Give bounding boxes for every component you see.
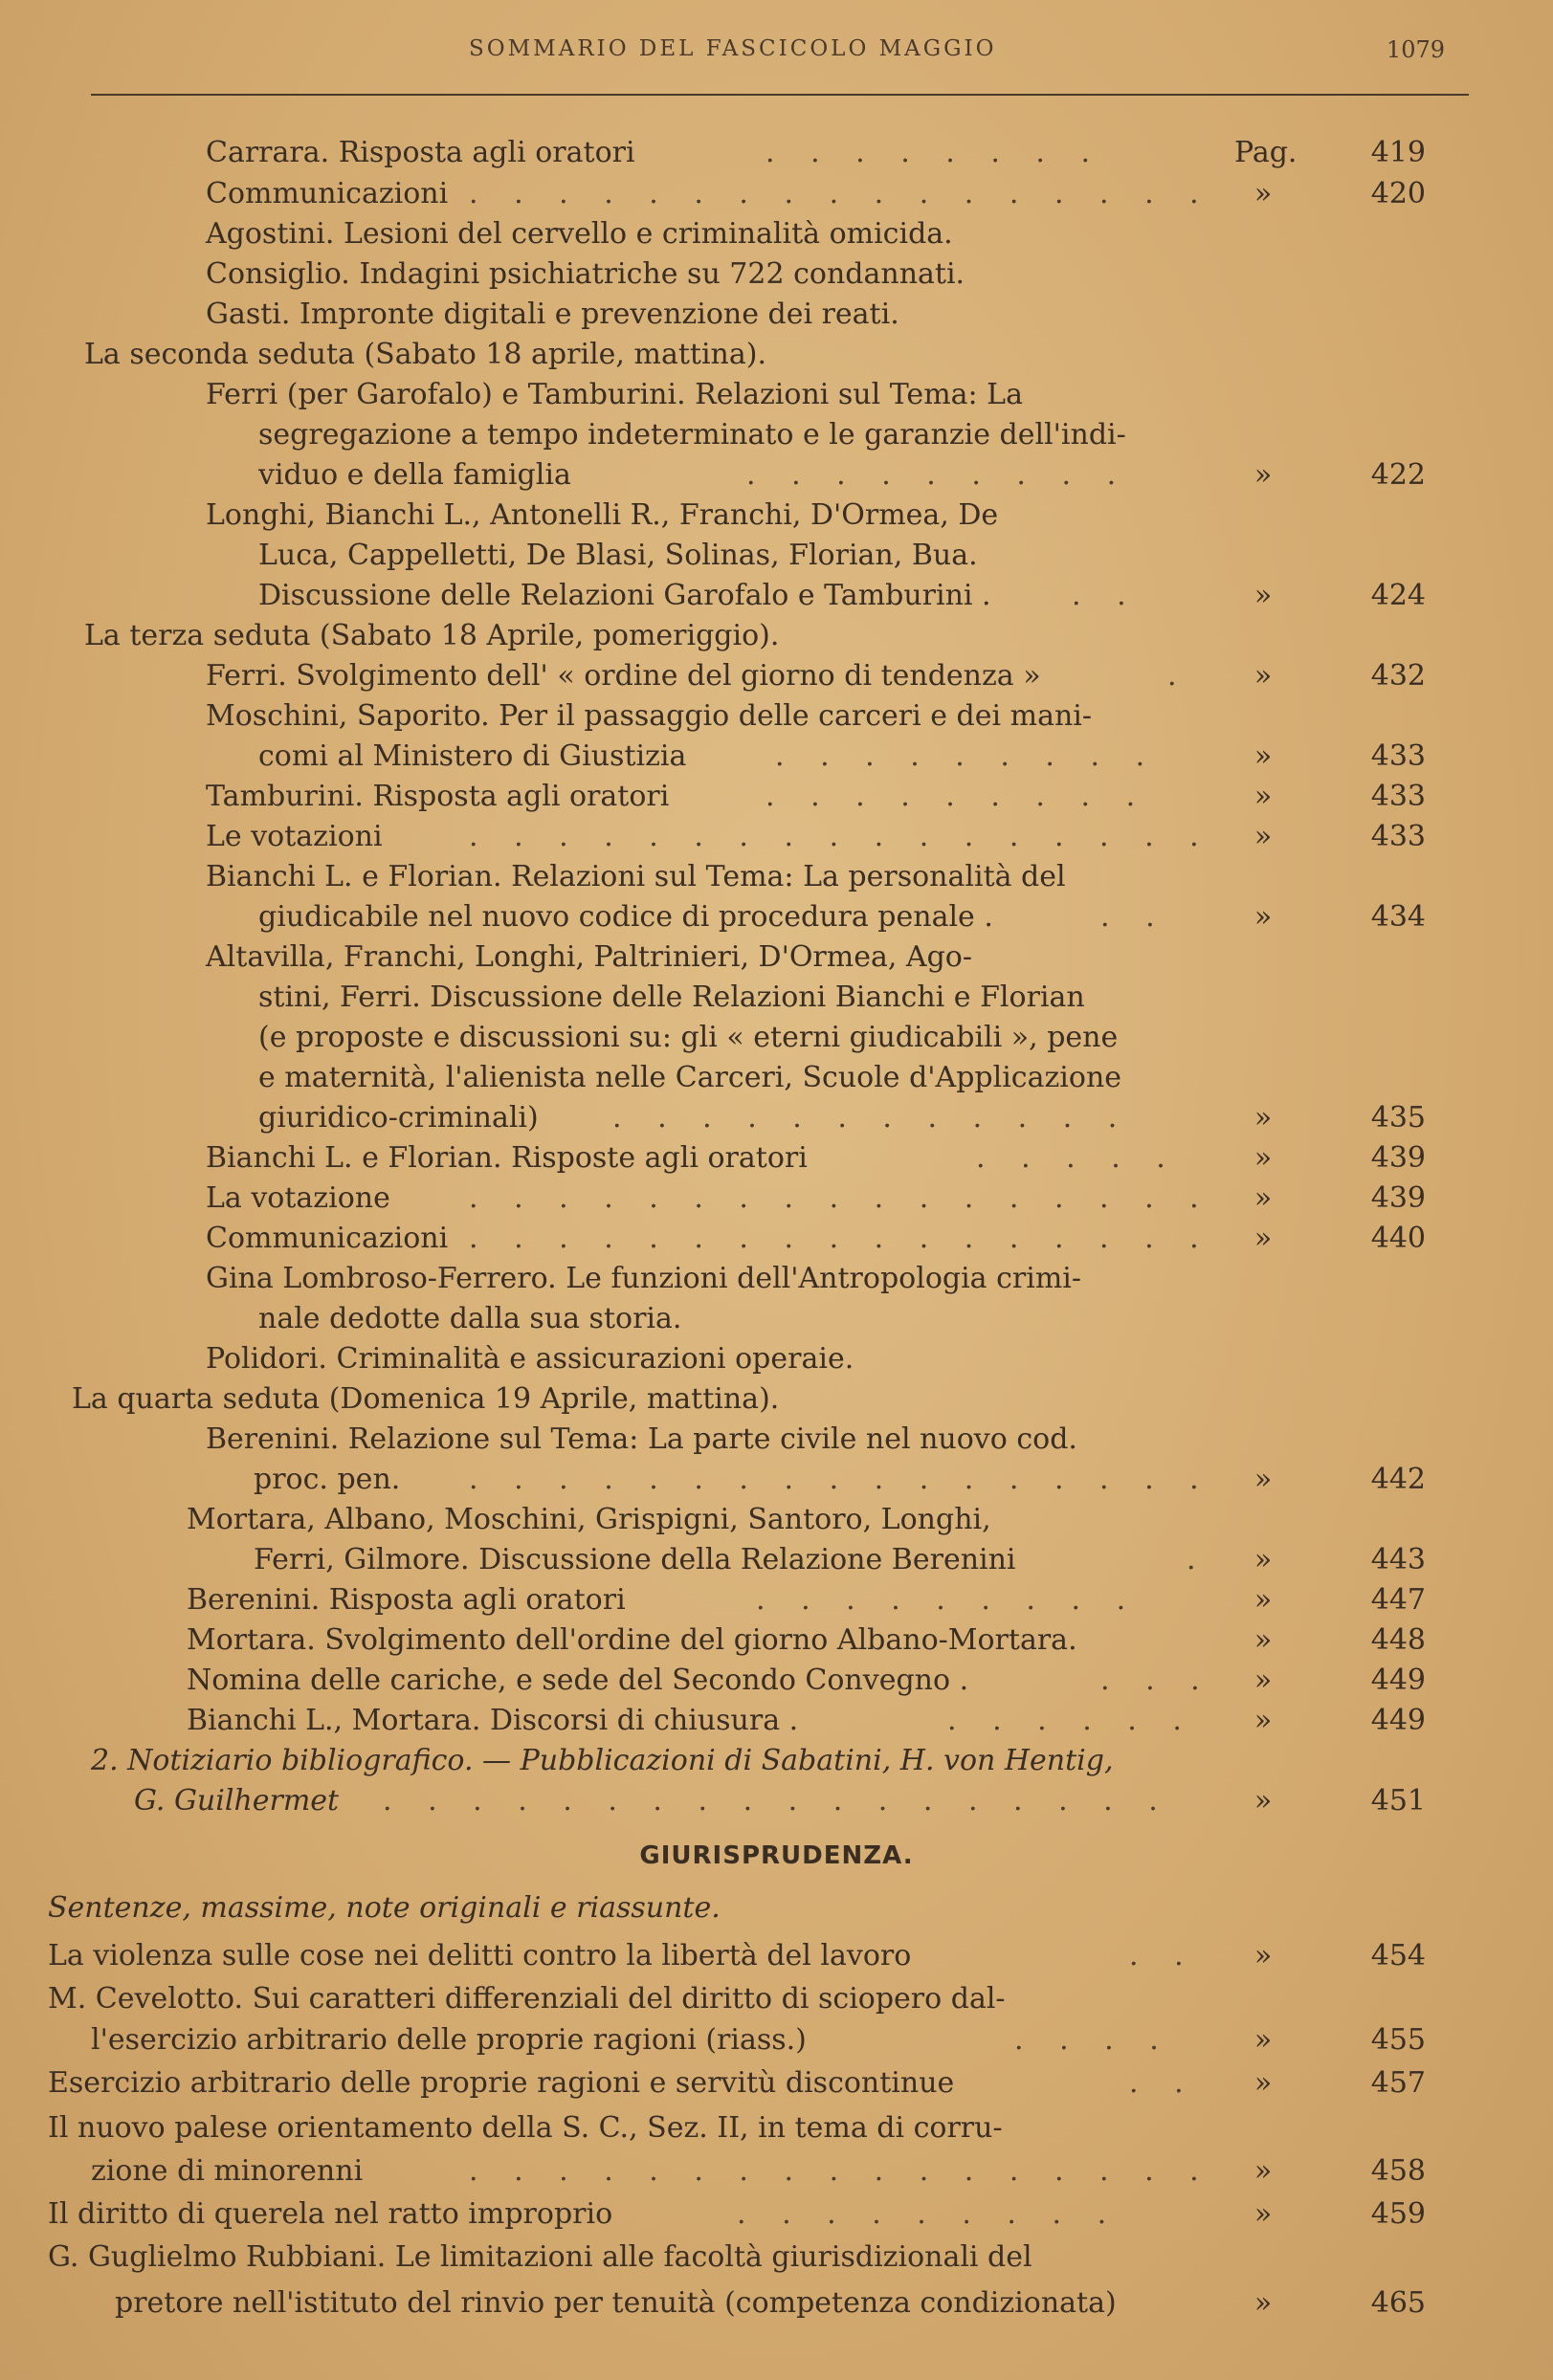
leader-dots: . . <box>1072 579 1140 612</box>
toc-entry <box>0 697 1553 736</box>
toc-entry <box>0 1742 1553 1780</box>
page-number: 1079 <box>1386 36 1445 63</box>
entry-text: giudicabile nel nuovo codice di procedura penale . <box>258 900 993 934</box>
entry-ref: » <box>1253 1939 1273 1972</box>
entry-page: 442 <box>1370 1463 1426 1496</box>
leader-dots: . . <box>1100 900 1168 934</box>
entry-text: Sentenze, massime, note originali e riassunte. <box>48 1891 721 1925</box>
entry-text: Tamburini. Risposta agli oratori <box>206 780 670 813</box>
entry-text: La quarta seduta (Domenica 19 Aprile, mattina). <box>72 1382 780 1416</box>
entry-text: Nomina delle cariche, e sede del Secondo Convegno . <box>187 1664 969 1697</box>
leader-dots: . . . . . . . . . . . . <box>612 1101 1131 1135</box>
toc-entry <box>0 1782 1553 1820</box>
running-title: SOMMARIO DEL FASCICOLO MAGGIO <box>469 36 997 61</box>
leader-dots: . . . . . . . . . <box>756 1583 1140 1617</box>
entry-ref: » <box>1253 1543 1273 1576</box>
toc-entry <box>0 1702 1553 1740</box>
leader-dots: . . . <box>1100 1664 1213 1697</box>
entry-text: La terza seduta (Sabato 18 Aprile, pomeriggio). <box>84 619 780 652</box>
entry-text: 2. Notiziario bibliografico. — Pubblicazioni di Sabatini, H. von Hentig, <box>91 1744 1114 1777</box>
toc-entry <box>0 456 1553 495</box>
entry-page: 433 <box>1370 820 1426 853</box>
leader-dots: . . . . . . . . . <box>765 780 1149 813</box>
entry-ref: » <box>1253 1463 1273 1496</box>
entry-ref: » <box>1253 2197 1273 2231</box>
entry-ref: » <box>1253 177 1273 210</box>
entry-text: l'esercizio arbitrario delle proprie ragioni (riass.) <box>91 2023 807 2057</box>
toc-entry <box>0 215 1553 253</box>
entry-text: Luca, Cappelletti, De Blasi, Solinas, Florian, Bua. <box>258 539 978 572</box>
leader-dots: . . . . . <box>976 1141 1179 1175</box>
entry-page: 432 <box>1370 659 1426 693</box>
entry-text: proc. pen. <box>254 1463 401 1496</box>
entry-page: 433 <box>1370 780 1426 813</box>
leader-dots: . . . . . . . . . . . . . . . . . <box>469 1181 1212 1215</box>
leader-dots: . . . . . . . . . . . . . . . . . <box>469 820 1212 853</box>
entry-text: Ferri (per Garofalo) e Tamburini. Relazioni sul Tema: La <box>206 378 1023 411</box>
toc-entry <box>0 1581 1553 1620</box>
toc-entry <box>0 979 1553 1017</box>
toc-entry <box>0 1019 1553 1057</box>
leader-dots: . . . . . . <box>947 1704 1195 1737</box>
entry-text: Ferri. Svolgimento dell' « ordine del giorno di tendenza » <box>206 659 1041 693</box>
entry-page: 420 <box>1370 177 1426 210</box>
entry-text: Bianchi L., Mortara. Discorsi di chiusura . <box>187 1704 799 1737</box>
entry-page: 434 <box>1370 900 1426 934</box>
entry-text: zione di minorenni <box>91 2154 364 2188</box>
leader-dots: . . <box>1129 1939 1197 1972</box>
leader-dots: . <box>1167 659 1190 693</box>
toc-entry <box>0 1541 1553 1579</box>
leader-dots: . . . . . . . . . . . . . . . . . <box>469 1222 1212 1255</box>
entry-text: G. Guglielmo Rubbiani. Le limitazioni alle facoltà giurisdizionali del <box>48 2240 1032 2274</box>
toc-entry <box>0 134 1553 172</box>
entry-text: Berenini. Risposta agli oratori <box>187 1583 626 1617</box>
entry-text: viduo e della famiglia <box>258 458 571 492</box>
entry-ref: » <box>1253 900 1273 934</box>
leader-dots: . <box>1187 1543 1209 1576</box>
entry-page: 443 <box>1370 1543 1426 1576</box>
leader-dots: . . . . . . . . . <box>746 458 1130 492</box>
toc-entry <box>0 778 1553 816</box>
entry-ref: » <box>1253 739 1273 773</box>
toc-entry <box>0 416 1553 454</box>
entry-text: Mortara, Albano, Moschini, Grispigni, Santoro, Longhi, <box>187 1503 991 1536</box>
toc-entry <box>0 376 1553 414</box>
leader-dots: . . . . <box>1014 2023 1172 2057</box>
toc-entry <box>0 1662 1553 1700</box>
entry-ref: Pag. <box>1234 136 1298 169</box>
entry-text: pretore nell'istituto del rinvio per tenuità (competenza condizionata) <box>115 2286 1117 2320</box>
toc-entry <box>0 1340 1553 1378</box>
entry-ref: » <box>1253 1101 1273 1135</box>
entry-text: giuridico-criminali) <box>258 1101 539 1135</box>
entry-text: Carrara. Risposta agli oratori <box>206 136 635 169</box>
entry-text: Ferri, Gilmore. Discussione della Relazione Berenini <box>254 1543 1016 1576</box>
leader-dots: . . . . . . . . . . . . . . . . . <box>469 2154 1212 2188</box>
entry-page: 439 <box>1370 1181 1426 1215</box>
toc-entry <box>0 738 1553 776</box>
entry-text: G. Guilhermet <box>134 1784 340 1818</box>
toc-entry <box>0 1300 1553 1338</box>
toc-entry <box>0 938 1553 977</box>
entry-text: e maternità, l'alienista nelle Carceri, Scuole d'Applicazione <box>258 1061 1122 1094</box>
toc-entry <box>0 1421 1553 1459</box>
leader-dots: . . . . . . . . . <box>775 739 1159 773</box>
toc-entry <box>0 1139 1553 1178</box>
entry-text: La seconda seduta (Sabato 18 aprile, mattina). <box>84 338 766 371</box>
entry-text: Il nuovo palese orientamento della S. C., Sez. II, in tema di corru- <box>48 2111 1003 2145</box>
entry-text: Bianchi L. e Florian. Risposte agli oratori <box>206 1141 808 1175</box>
entry-text: Longhi, Bianchi L., Antonelli R., Franchi, D'Ormea, De <box>206 498 999 532</box>
entry-ref: » <box>1253 1583 1273 1617</box>
entry-text: La violenza sulle cose nei delitti contro la libertà del lavoro <box>48 1939 912 1972</box>
toc-entry <box>0 296 1553 334</box>
toc-entry <box>0 1260 1553 1298</box>
toc-entry <box>0 255 1553 294</box>
toc-entry <box>0 657 1553 695</box>
entry-ref: » <box>1253 820 1273 853</box>
leader-dots: . . . . . . . . <box>765 136 1104 169</box>
entry-ref: » <box>1253 1784 1273 1818</box>
toc-entry <box>0 818 1553 856</box>
leader-dots: . . . . . . . . . . . . . . . . . . <box>383 1784 1171 1818</box>
entry-ref: » <box>1253 1664 1273 1697</box>
entry-ref: » <box>1253 1181 1273 1215</box>
entry-page: 440 <box>1370 1222 1426 1255</box>
entry-text: segregazione a tempo indeterminato e le garanzie dell'indi- <box>258 418 1126 452</box>
entry-text: comi al Ministero di Giustizia <box>258 739 687 773</box>
entry-page: 424 <box>1370 579 1426 612</box>
leader-dots: . . . . . . . . . . . . . . . . . <box>469 177 1212 210</box>
entry-text: La votazione <box>206 1181 390 1215</box>
leader-dots: . . . . . . . . . <box>737 2197 1120 2231</box>
entry-page: 449 <box>1370 1704 1426 1737</box>
entry-text: Berenini. Relazione sul Tema: La parte civile nel nuovo cod. <box>206 1422 1077 1456</box>
entry-ref: » <box>1253 780 1273 813</box>
leader-dots: . . <box>1129 2066 1197 2100</box>
entry-text: Il diritto di querela nel ratto improprio <box>48 2197 613 2231</box>
entry-ref: » <box>1253 2154 1273 2188</box>
toc-entry <box>0 496 1553 535</box>
entry-text: Altavilla, Franchi, Longhi, Paltrinieri, D'Ormea, Ago- <box>206 940 972 974</box>
entry-page: 454 <box>1370 1939 1426 1972</box>
toc-entry <box>0 1099 1553 1137</box>
toc-entry <box>0 1380 1553 1419</box>
entry-text: Bianchi L. e Florian. Relazioni sul Tema: La personalità del <box>206 860 1066 893</box>
entry-ref: » <box>1253 458 1273 492</box>
entry-text: Discussione delle Relazioni Garofalo e Tamburini . <box>258 579 991 612</box>
toc-entry <box>0 1059 1553 1097</box>
entry-text: Communicazioni <box>206 177 449 210</box>
entry-page: 459 <box>1370 2197 1426 2231</box>
entry-page: 465 <box>1370 2286 1426 2320</box>
toc-entry <box>0 858 1553 896</box>
toc-entry <box>0 1621 1553 1660</box>
entry-text: (e proposte e discussioni su: gli « eterni giudicabili », pene <box>258 1021 1119 1054</box>
entry-ref: » <box>1253 579 1273 612</box>
entry-page: 455 <box>1370 2023 1426 2057</box>
entry-text: Gina Lombroso-Ferrero. Le funzioni dell'Antropologia crimi- <box>206 1262 1082 1295</box>
section-heading: GIURISPRUDENZA. <box>639 1841 914 1870</box>
entry-text: Agostini. Lesioni del cervello e criminalità omicida. <box>206 217 953 251</box>
leader-dots: . . . . . . . . . . . . . . . . . <box>469 1463 1212 1496</box>
entry-page: 451 <box>1370 1784 1426 1818</box>
entry-text: Moschini, Saporito. Per il passaggio delle carceri e dei mani- <box>206 699 1093 733</box>
toc-entry <box>0 577 1553 615</box>
entry-ref: » <box>1253 1141 1273 1175</box>
entry-text: Esercizio arbitrario delle proprie ragioni e servitù discontinue <box>48 2066 955 2100</box>
entry-page: 422 <box>1370 458 1426 492</box>
entry-text: nale dedotte dalla sua storia. <box>258 1302 682 1335</box>
entry-text: Polidori. Criminalità e assicurazioni operaie. <box>206 1342 854 1376</box>
entry-ref: » <box>1253 2066 1273 2100</box>
entry-text: stini, Ferri. Discussione delle Relazioni Bianchi e Florian <box>258 981 1085 1014</box>
entry-page: 447 <box>1370 1583 1426 1617</box>
entry-page: 435 <box>1370 1101 1426 1135</box>
entry-ref: » <box>1253 2286 1273 2320</box>
entry-text: Consiglio. Indagini psichiatriche su 722 condannati. <box>206 257 965 291</box>
entry-page: 457 <box>1370 2066 1426 2100</box>
entry-ref: » <box>1253 1222 1273 1255</box>
entry-ref: » <box>1253 2023 1273 2057</box>
entry-page: 439 <box>1370 1141 1426 1175</box>
entry-ref: » <box>1253 659 1273 693</box>
toc-entry <box>0 537 1553 575</box>
entry-ref: » <box>1253 1704 1273 1737</box>
toc-entry <box>0 617 1553 655</box>
entry-text: Communicazioni <box>206 1222 449 1255</box>
entry-text: Gasti. Impronte digitali e prevenzione dei reati. <box>206 298 899 331</box>
entry-text: Le votazioni <box>206 820 383 853</box>
toc-entry <box>0 1501 1553 1539</box>
toc-entry <box>0 1179 1553 1218</box>
entry-page: 433 <box>1370 739 1426 773</box>
entry-page: 448 <box>1370 1623 1426 1657</box>
entry-page: 449 <box>1370 1664 1426 1697</box>
entry-text: M. Cevelotto. Sui caratteri differenziali del diritto di sciopero dal- <box>48 1982 1006 2016</box>
entry-page: 419 <box>1370 136 1426 169</box>
toc-entry <box>0 1461 1553 1499</box>
toc-entry <box>0 175 1553 213</box>
toc-entry <box>0 336 1553 374</box>
entry-text: Mortara. Svolgimento dell'ordine del giorno Albano-Mortara. <box>187 1623 1077 1657</box>
entry-ref: » <box>1253 1623 1273 1657</box>
toc-entry <box>0 1220 1553 1258</box>
entry-page: 458 <box>1370 2154 1426 2188</box>
toc-entry <box>0 898 1553 937</box>
